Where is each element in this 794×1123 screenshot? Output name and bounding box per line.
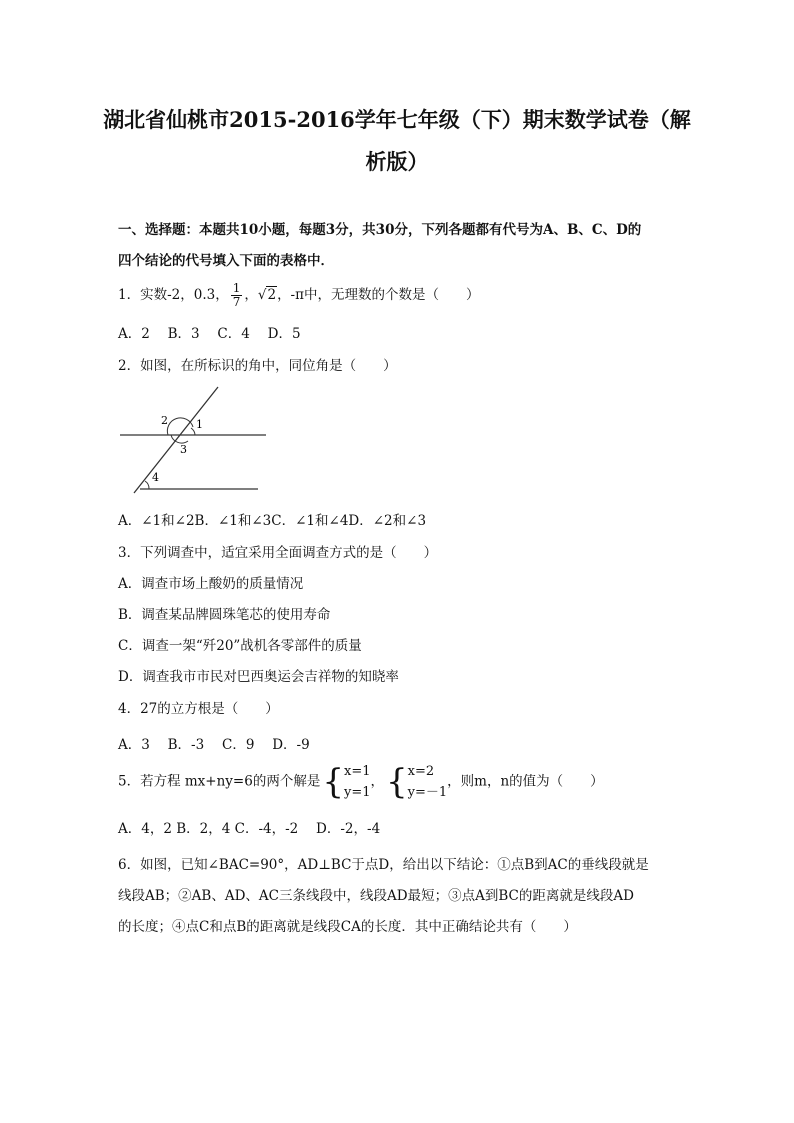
system-2-line-1: x=2 (407, 764, 435, 779)
equation-system-2 (408, 761, 448, 803)
question-4-stem: 4．27的立方根是（ ） (118, 701, 279, 717)
q5-suffix: ，则m，n的值为（ ） (447, 773, 604, 790)
question-5-stem (118, 761, 604, 803)
angle-label-2: 2 (161, 414, 168, 427)
angle-2-arc (167, 418, 193, 435)
transversal-line (134, 387, 218, 493)
angle-diagram (118, 385, 268, 495)
question-3-option-c: C．调查一架“歼20”战机各零部件的质量 (118, 638, 362, 654)
fraction-one-seventh (231, 282, 243, 309)
system-1-line-1: x=1 (343, 764, 371, 779)
question-3-option-a: A．调查市场上酸奶的质量情况 (118, 576, 304, 592)
question-6-line-1: 6．如图，已知∠BAC=90°，AD⊥BC于点D，给出以下结论：①点B到AC的垂线段就是 (118, 857, 649, 873)
question-3-stem: 3．下列调查中，适宜采用全面调查方式的是（ ） (118, 545, 438, 561)
angle-label-1: 1 (196, 418, 203, 431)
title-line-1: 湖北省仙桃市2015-2016学年七年级（下）期末数学试卷（解 (103, 107, 691, 132)
left-brace-2: { (386, 762, 408, 802)
sqrt-radicand: 2 (267, 287, 277, 303)
document-title (100, 99, 694, 183)
question-2-figure (118, 385, 268, 495)
question-1-options: A．2 B．3 C．4 D．5 (118, 326, 301, 342)
equation-system-1 (344, 761, 371, 803)
q5-separator: ， (370, 773, 384, 790)
question-2-options: A．∠1和∠2B．∠1和∠3C．∠1和∠4D．∠2和∠3 (118, 513, 427, 529)
sqrt-two (258, 287, 277, 303)
title-line-2: 析版） (365, 149, 429, 174)
fraction-numerator: 1 (232, 281, 241, 295)
question-3-option-b: B．调查某品牌圆珠笔芯的使用寿命 (118, 607, 331, 623)
question-3-option-d: D．调查我市市民对巴西奥运会吉祥物的知晓率 (118, 669, 399, 685)
system-1-line-2: y=1 (343, 785, 371, 800)
q1-prefix: 1．实数-2，0.3， (118, 287, 229, 303)
question-1-stem (118, 282, 480, 309)
angle-4-arc (145, 481, 149, 489)
q1-suffix: ，-π中，无理数的个数是（ ） (277, 287, 480, 303)
question-6-line-3: 的长度；④点C和点B的距离就是线段CA的长度．其中正确结论共有（ ） (118, 919, 577, 935)
angle-label-3: 3 (180, 443, 187, 456)
question-6-line-2: 线段AB；②AB、AD、AC三条线段中，线段AD最短；③点A到BC的距离就是线段AD (118, 888, 634, 904)
section-heading-line-2: 四个结论的代号填入下面的表格中． (118, 253, 334, 269)
left-brace-1: { (322, 762, 344, 802)
question-4-options: A．3 B．-3 C．9 D．-9 (118, 737, 310, 753)
sqrt-symbol: √ (257, 287, 267, 303)
fraction-denominator: 7 (232, 295, 241, 309)
section-heading-line-1: 一、选择题：本题共10小题，每题3分，共30分，下列各题都有代号为A、B、C、D的 (118, 222, 642, 238)
q1-separator: ， (244, 287, 258, 303)
angle-1-arc (191, 428, 195, 435)
question-2-stem: 2．如图，在所标识的角中，同位角是（ ） (118, 358, 397, 374)
system-2-line-2: y=－1 (407, 785, 448, 800)
q5-prefix: 5．若方程 mx+ny=6的两个解是 (118, 773, 321, 790)
question-5-options: A．4，2 B．2，4 C．-4，-2 D．-2，-4 (118, 821, 381, 837)
angle-label-4: 4 (152, 471, 159, 484)
